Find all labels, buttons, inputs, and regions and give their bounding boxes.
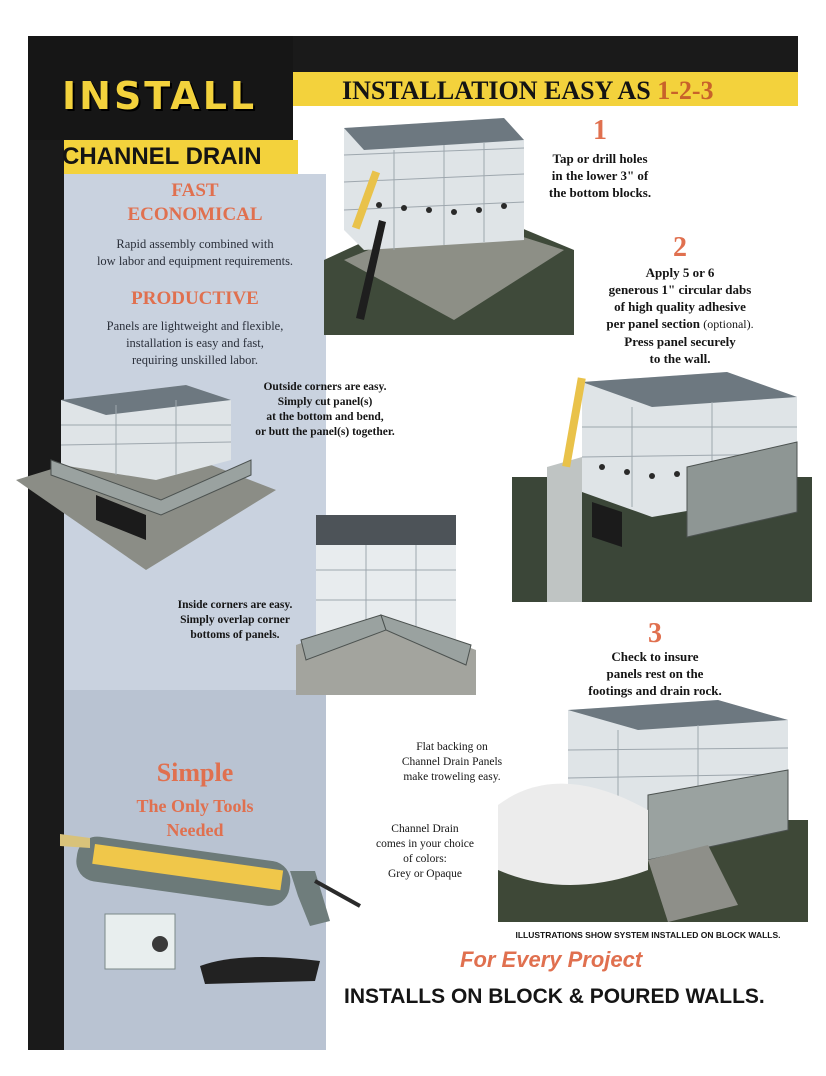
step-2-text (560, 264, 800, 367)
productive-line-1: Panels are lightweight and flexible, (106, 319, 284, 333)
press-panel-illustration (512, 372, 812, 602)
outside-line-2: Simply cut panel(s) (277, 396, 373, 408)
step-2-line-1: Apply 5 or 6 (645, 265, 715, 280)
colors-line-4: Grey or Opaque (387, 868, 463, 880)
trowel-illustration (498, 700, 808, 922)
productive-text (70, 318, 320, 369)
step-2-line-6: to the wall. (649, 351, 711, 366)
installs-on-heading: INSTALLS ON BLOCK & POURED WALLS. (344, 985, 765, 1008)
economical-line-1: Rapid assembly combined with (116, 237, 274, 251)
inside-corner-illustration (296, 515, 476, 695)
step-2-line-4-text: per panel section (606, 316, 701, 331)
illustrations-note: ILLUSTRATIONS SHOW SYSTEM INSTALLED ON BLOCK WALLS. (515, 930, 781, 940)
step-3-line-3: footings and drain rock. (588, 683, 722, 698)
outside-corner-caption (225, 380, 425, 440)
step-3-text (560, 648, 750, 699)
caulk-gun-illustration (60, 826, 370, 986)
step-2-optional: (optional). (703, 317, 754, 331)
steps-label: 1-2-3 (657, 76, 714, 105)
inside-line-2: Simply overlap corner (180, 614, 290, 626)
drill-holes-illustration (324, 110, 574, 335)
simple-heading: Simple (156, 758, 234, 787)
step-1-number: 1 (593, 115, 607, 146)
install-title: INSTALL (62, 74, 258, 118)
step-2-line-3: of high quality adhesive (614, 299, 746, 314)
left-sidebar-bar (28, 140, 64, 1050)
colors-line-1: Channel Drain (391, 823, 459, 835)
tools-line-2: Needed (166, 820, 224, 840)
step-1-text (520, 150, 680, 201)
step-2-line-5: Press panel securely (624, 334, 736, 349)
flat-line-3: make troweling easy. (403, 771, 501, 783)
installation-easy-text: INSTALLATION EASY AS (342, 76, 651, 105)
every-project-heading: For Every Project (460, 947, 643, 972)
step-3-line-1: Check to insure (611, 649, 699, 664)
installation-easy-title (342, 76, 714, 106)
flat-line-2: Channel Drain Panels (401, 756, 503, 768)
tools-line-1: The Only Tools (136, 796, 254, 816)
colors-line-3: of colors: (403, 853, 447, 865)
colors-line-2: comes in your choice (375, 838, 475, 850)
inside-line-3: bottoms of panels. (190, 629, 280, 641)
productive-heading: PRODUCTIVE (131, 288, 259, 309)
flat-line-1: Flat backing on (416, 741, 488, 753)
step-2-line-2: generous 1" circular dabs (608, 282, 752, 297)
outside-line-4: or butt the panel(s) together. (255, 426, 395, 438)
outside-line-1: Outside corners are easy. (263, 381, 387, 393)
productive-line-3: requiring unskilled labor. (131, 353, 259, 367)
economical-line-2: low labor and equipment requirements. (96, 254, 294, 268)
step-3-number: 3 (648, 618, 662, 649)
step-2-number: 2 (673, 232, 687, 263)
economical-text (70, 236, 320, 270)
step-2-line-4 (560, 315, 800, 333)
colors-caption (355, 822, 495, 882)
outside-line-3: at the bottom and bend, (266, 411, 384, 423)
flat-backing-caption (372, 740, 532, 785)
step-3-line-2: panels rest on the (606, 666, 704, 681)
step-1-line-1: Tap or drill holes (552, 151, 648, 166)
step-1-line-3: the bottom blocks. (548, 185, 652, 200)
economical-heading: ECONOMICAL (127, 204, 263, 225)
step-1-line-2: in the lower 3" of (551, 168, 649, 183)
inside-corner-caption (150, 598, 320, 643)
productive-line-2: installation is easy and fast, (126, 336, 264, 350)
channel-drain-title: CHANNEL DRAIN (62, 143, 262, 170)
inside-line-1: Inside corners are easy. (177, 599, 293, 611)
fast-heading: FAST (171, 180, 219, 201)
